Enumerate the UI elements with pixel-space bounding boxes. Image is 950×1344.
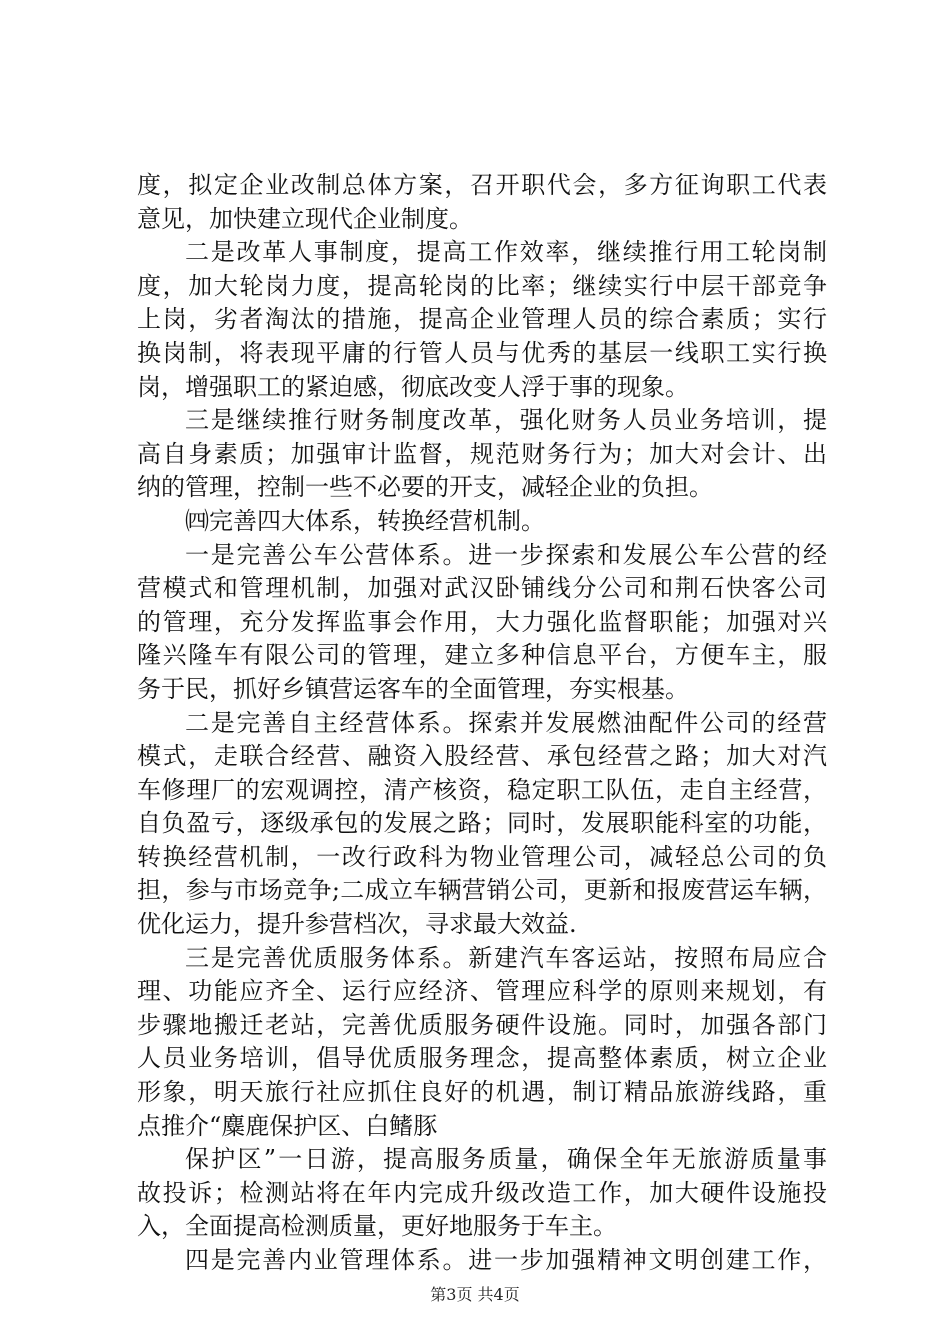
text-line: 岗，增强职工的紧迫感，彻底改变人浮于事的现象。 <box>137 372 689 401</box>
text-line: 车修理厂的宏观调控，清产核资，稳定职工队伍，走自主经营， <box>137 775 827 804</box>
paragraph-start-line: 三是完善优质服务体系。新建汽车客运站，按照布局应合 <box>185 943 827 972</box>
text-line: 转换经营机制，一改行政科为物业管理公司，减轻总公司的负 <box>137 842 827 871</box>
text-line: 故投诉；检测站将在年内完成升级改造工作，加大硬件设施投 <box>137 1178 827 1207</box>
paragraph-start-line: 二是完善自主经营体系。探索并发展燃油配件公司的经营 <box>185 708 827 737</box>
text-line: 优化运力，提升参营档次，寻求最大效益. <box>137 910 577 939</box>
text-line: 人员业务培训，倡导优质服务理念，提高整体素质，树立企业 <box>137 1044 827 1073</box>
text-line: 步骤地搬迁老站，完善优质服务硬件设施。同时，加强各部门 <box>137 1010 827 1039</box>
paragraph-start-line: 一是完善公车公营体系。进一步探索和发展公车公营的经 <box>185 540 827 569</box>
text-line: 纳的管理，控制一些不必要的开支，减轻企业的负担。 <box>137 473 713 502</box>
paragraph-start-line: 保护区”一日游，提高服务质量，确保全年无旅游质量事 <box>185 1145 827 1174</box>
text-line: 上岗，劣者淘汰的措施，提高企业管理人员的综合素质；实行 <box>137 305 827 334</box>
paragraph-start-line: 三是继续推行财务制度改革，强化财务人员业务培训，提 <box>185 406 827 435</box>
text-line: 度，加大轮岗力度，提高轮岗的比率；继续实行中层干部竞争 <box>137 271 827 300</box>
text-line: 的管理，充分发挥监事会作用，大力强化监督职能；加强对兴 <box>137 607 827 636</box>
text-line: 模式，走联合经营、融资入股经营、承包经营之路；加大对汽 <box>137 742 827 771</box>
text-line: 入，全面提高检测质量，更好地服务于车主。 <box>137 1212 617 1241</box>
text-line: 换岗制，将表现平庸的行管人员与优秀的基层一线职工实行换 <box>137 338 827 367</box>
text-line: 营模式和管理机制，加强对武汉卧铺线分公司和荆石快客公司 <box>137 574 827 603</box>
text-line: 担，参与市场竞争;二成立车辆营销公司，更新和报废营运车辆， <box>137 876 827 905</box>
text-line: 点推介“麋鹿保护区、白鳍豚 <box>137 1111 438 1140</box>
text-line: 隆兴隆车有限公司的管理，建立多种信息平台，方便车主，服 <box>137 641 827 670</box>
body-text <box>137 169 827 1278</box>
paragraph-start-line: 四是完善内业管理体系。进一步加强精神文明创建工作， <box>185 1246 827 1274</box>
text-line: 自负盈亏，逐级承包的发展之路；同时，发展职能科室的功能， <box>137 809 827 838</box>
text-line: 度，拟定企业改制总体方案，召开职代会，多方征询职工代表 <box>137 171 827 199</box>
text-line: 高自身素质；加强审计监督，规范财务行为；加大对会计、出 <box>137 439 827 468</box>
text-line: 理、功能应齐全、运行应经济、管理应科学的原则来规划，有 <box>137 977 827 1006</box>
page-number-footer: 第3页 共4页 <box>430 1285 520 1304</box>
section-heading: ㈣完善四大体系，转换经营机制。 <box>185 506 545 535</box>
text-line: 形象，明天旅行社应抓住良好的机遇，制订精品旅游线路，重 <box>137 1078 827 1107</box>
text-line: 务于民，抓好乡镇营运客车的全面管理，夯实根基。 <box>137 674 689 703</box>
text-line: 意见，加快建立现代企业制度。 <box>137 204 473 233</box>
paragraph-start-line: 二是改革人事制度，提高工作效率，继续推行用工轮岗制 <box>185 238 827 267</box>
